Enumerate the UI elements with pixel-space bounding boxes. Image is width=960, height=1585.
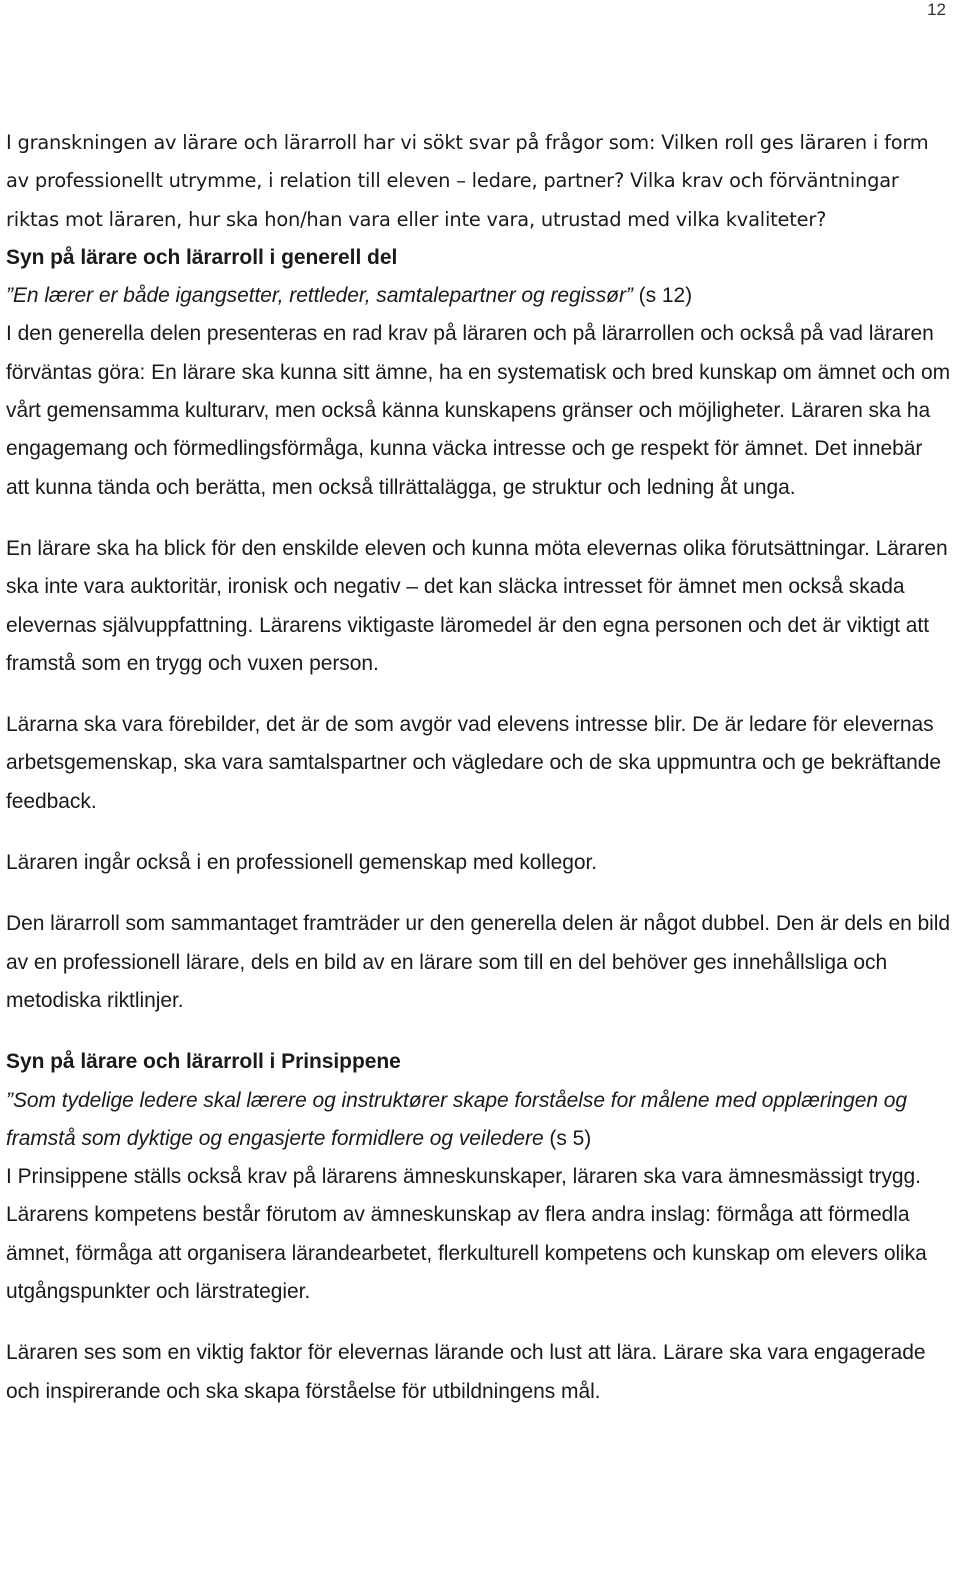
section-heading-prinsippene: Syn på lärare och lärarroll i Prinsippene	[6, 1050, 401, 1074]
paragraph: Läraren ingår också i en professionell gemenskap med kollegor.	[6, 851, 598, 875]
intro-paragraph: I granskningen av lärare och lärarroll har vi sökt svar på frågor som: Vilken roll ges läraren i form av professionellt utrymme, i relation till eleven – ledare, partner? Vilka krav och förväntningar riktas mot läraren, hur ska hon/han vara eller inte vara, utrustad med vilka kvaliteter?	[6, 131, 929, 231]
quote-reference: (s 12)	[638, 284, 693, 308]
quote-text: ”En lærer er både igangsetter, rettleder, samtalepartner og regissør”	[6, 284, 633, 308]
document-body	[6, 124, 951, 1411]
section-quote	[6, 277, 951, 315]
quote-text: ”Som tydelige ledere skal lærere og instruktører skape forståelse for målene med opplæringen og framstå som dyktige og engasjerte formidlere og veiledere	[6, 1088, 908, 1150]
paragraph: I den generella delen presenteras en rad krav på läraren och på lärarrollen och också på vad läraren förväntas göra: En lärare ska kunna sitt ämne, ha en systematisk och bred kunskap om ämnet och om vårt gemensamma kulturarv, men också känna kunskapens gränser och möjligheter. Läraren ska ha engagemang och förmedlingsförmåga, kunna väcka intresse och ge respekt för ämnet. Det innebär att kunna tända och berätta, men också tillrättalägga, ge struktur och ledning åt unga.	[6, 322, 951, 499]
section-quote	[6, 1082, 951, 1159]
section-heading-generell-del: Syn på lärare och lärarroll i generell del	[6, 245, 398, 269]
paragraph: En lärare ska ha blick för den enskilde eleven och kunna möta elevernas olika förutsättningar. Läraren ska inte vara auktoritär, ironisk och negativ – det kan släcka intresset för ämnet men också skada elevernas självuppfattning. Lärarens viktigaste läromedel är den egna personen och det är viktigt att framstå som en trygg och vuxen person.	[6, 536, 948, 675]
paragraph: Läraren ses som en viktig faktor för elevernas lärande och lust att lära. Lärare ska vara engagerade och inspirerande och ska skapa förståelse för utbildningens mål.	[6, 1341, 926, 1403]
page-number: 12	[927, 0, 946, 19]
paragraph: Den lärarroll som sammantaget framträder ur den generella delen är något dubbel. Den är dels en bild av en professionell lärare, dels en bild av en lärare som till en del behöver ges innehållsliga och metodiska riktlinjer.	[6, 912, 951, 1012]
paragraph: Lärarna ska vara förebilder, det är de som avgör vad elevens intresse blir. De är ledare för elevernas arbetsgemenskap, ska vara samtalspartner och vägledare och de ska uppmuntra och ge bekräftande feedback.	[6, 713, 942, 813]
quote-reference: (s 5)	[549, 1126, 592, 1150]
paragraph: I Prinsippene ställs också krav på lärarens ämneskunskaper, läraren ska vara ämnesmässigt trygg. Lärarens kompetens består förutom av ämneskunskap av flera andra inslag: förmåga att förmedla ämnet, förmåga att organisera lärandearbetet, flerkulturell kompetens och kunskap om elevers olika utgångspunkter och lärstrategier.	[6, 1165, 927, 1304]
